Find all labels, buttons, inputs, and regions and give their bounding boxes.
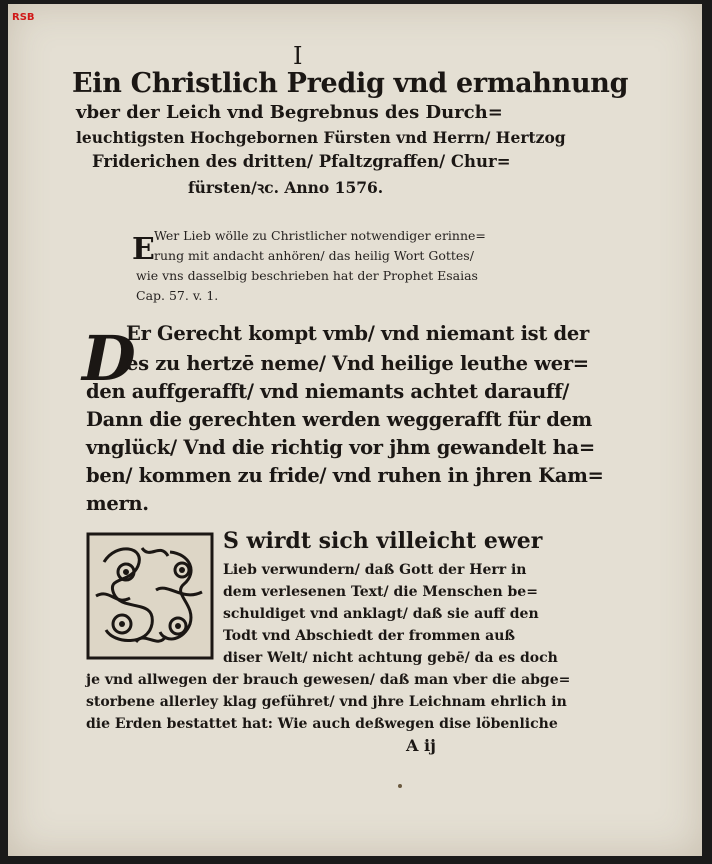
scripture-line-3: den auffgerafft/ vnd niemants achtet darauff/ (86, 380, 570, 403)
title-line-3: leuchtigsten Hochgebornen Fürsten vnd Herrn/ Hertzog (76, 128, 566, 147)
scripture-line-7: mern. (86, 492, 149, 515)
book-page (8, 4, 702, 856)
title-line-2: vber der Leich vnd Begrebnus des Durch= (76, 102, 503, 123)
body-line-9: die Erden bestattet hat: Wie auch deßwegen dise löbenliche (86, 716, 558, 732)
scripture-line-2: es zu hertzē neme/ Vnd heilige leuthe wer= (126, 352, 589, 375)
body-line-8: storbene allerley klag geführet/ vnd jhre Leichnam ehrlich in (86, 694, 567, 710)
body-line-7: je vnd allwegen der brauch gewesen/ daß man vber die abge= (86, 672, 571, 688)
intro-line-4: Cap. 57. v. 1. (136, 288, 219, 303)
body-line-3: dem verlesenen Text/ die Menschen be= (223, 584, 538, 600)
folio-number: I (293, 42, 303, 70)
scripture-line-6: ben/ kommen zu fride/ vnd ruhen in jhren Kam= (86, 464, 604, 487)
body-line-1: S wirdt sich villeicht ewer (223, 528, 543, 554)
title-line-1: Ein Christlich Predig vnd ermahnung (72, 68, 629, 99)
scripture-line-4: Dann die gerechten werden weggerafft für dem (86, 408, 593, 431)
signature-mark: A ij (406, 736, 436, 755)
intro-line-1: Wer Lieb wölle zu Christlicher notwendiger erinne= (154, 228, 486, 243)
scripture-line-5: vnglück/ Vnd die richtig vor jhm gewandelt ha= (86, 436, 595, 459)
title-line-4: Friderichen des dritten/ Pfaltzgraffen/ Chur= (92, 152, 511, 171)
intro-initial: E (132, 232, 155, 267)
scripture-initial: D (82, 322, 136, 395)
body-line-6: diser Welt/ nicht achtung gebē/ da es doch (223, 650, 558, 666)
library-stamp: RSB (12, 12, 35, 23)
ornamental-initial-s (86, 532, 214, 660)
body-line-2: Lieb verwundern/ daß Gott der Herr in (223, 562, 527, 578)
paper-spot (398, 784, 402, 788)
intro-line-3: wie vns dasselbig beschrieben hat der Prophet Esaias (136, 268, 478, 283)
title-line-5: fürsten/ꝛc. Anno 1576. (188, 178, 384, 197)
intro-line-2: rung mit andacht anhören/ das heilig Wort Gottes/ (154, 248, 474, 263)
scripture-line-1: Er Gerecht kompt vmb/ vnd niemant ist der (126, 322, 589, 345)
body-line-4: schuldiget vnd anklagt/ daß sie auff den (223, 606, 539, 622)
body-line-5: Todt vnd Abschiedt der frommen auß (223, 628, 516, 644)
